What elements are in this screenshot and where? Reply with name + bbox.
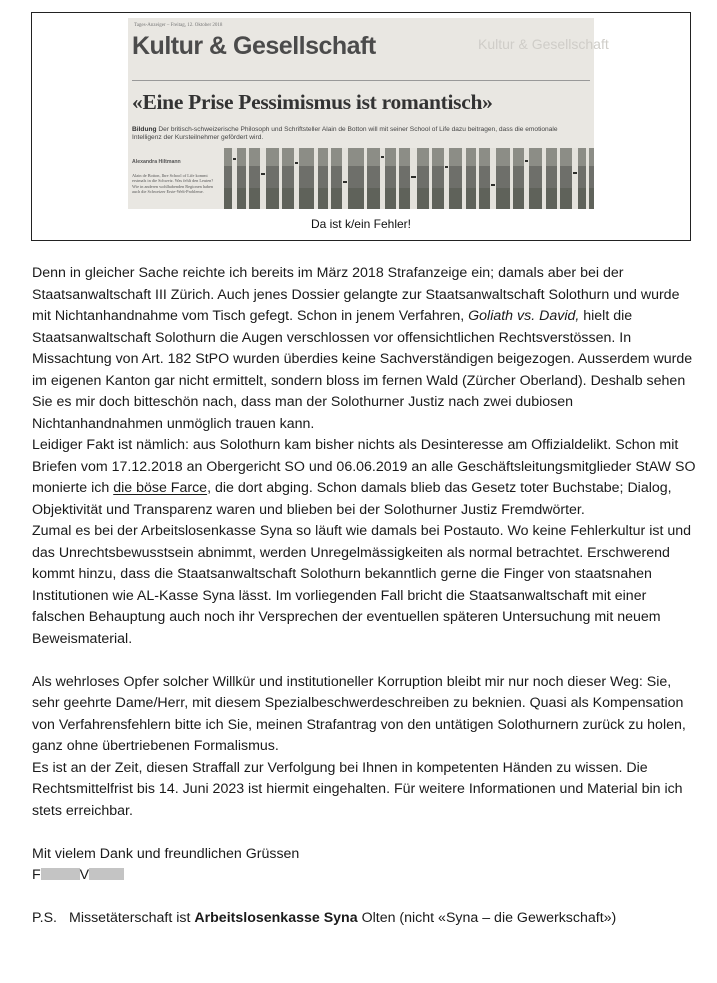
clipping-meta: Tages-Anzeiger – Freitag, 12. Oktober 2018 [134, 23, 223, 28]
signature-initial-first: F [32, 867, 41, 883]
redacted-name-block [41, 868, 80, 880]
paragraph-spacer [32, 650, 697, 672]
closing-greeting: Mit vielem Dank und freundlichen Grüssen [32, 845, 300, 862]
clipping-lead [132, 126, 572, 142]
postscript-label: P.S. [32, 910, 57, 926]
clipping-author: Alexandra Hiltmann [132, 159, 181, 165]
clipping-headline: «Eine Prise Pessimismus ist romantisch» [132, 90, 493, 114]
postscript [32, 908, 697, 930]
postscript-text-a: Missetäterschaft ist [69, 910, 195, 926]
clipping-show-through: Kultur & Gesellschaft [478, 36, 609, 52]
redacted-name-block [89, 868, 124, 880]
paragraph-1-text-b: hielt die Staatsanwaltschaft Solothurn die Augen verschlossen vor offensichtlichen Rechtsverstössen. In Missachtung von Art. 182 StPO wurden überdies keine Sachverständigen beigezogen. Ausserdem wurde im eigenen Kanton gar nicht ermittelt, sondern bloss im fernen Wald (Zürcher Oberland). Deshalb sehen Sie es mir doch bitteschön nach, dass man der Solothurner Justiz nach zwei dubiosen Nichtanhandnahmen unmöglich trauen kann. [32, 308, 693, 432]
paragraph-spacer [32, 822, 697, 844]
paragraph-1 [32, 263, 697, 435]
newspaper-figure [31, 12, 691, 241]
clipping-teaser: Alain de Botton, Ihre School of Life kommt erstmals in die Schweiz. Was fehlt den Leuten? Wie in anderen wohlhabenden Regionen haben auch die Schweizer Erste-Welt-Probleme. [132, 173, 214, 194]
signature-initial-last: V [79, 867, 90, 883]
clipping-rule [132, 80, 590, 81]
clipping-section-title: Kultur & Gesellschaft [132, 32, 376, 60]
clipping-lead-text: Der britisch-schweizerische Philosoph und Schriftsteller Alain de Botton will mit seiner School of Life dazu beitragen, dass die emotionale Intelligenz der Kursteilnehmer gefördert wird. [132, 126, 558, 142]
paragraph-4: Als wehrloses Opfer solcher Willkür und institutioneller Korruption bleibt mir nur noch dieser Weg: Sie, sehr geehrte Dame/Herr, mit diesem Spezialbeschwerdeschreiben zu beknien. Quasi als Kompensation von Verfahrensfehlern bitte ich Sie, meinen Strafantrag von den untätigen Solothurnern zurück zu holen, ganz ohne übertriebenen Formalismus. [32, 673, 686, 754]
birch-forest-photo [224, 148, 594, 209]
figure-caption: Da ist k/ein Fehler! [310, 217, 412, 231]
clipping-lead-label: Bildung [132, 126, 157, 133]
letter-body [32, 263, 697, 930]
paragraph-2 [32, 435, 697, 521]
signature [32, 865, 697, 887]
paragraph-2-text-a: Leidiger Fakt ist nämlich: aus Solothurn kam bisher nichts als Desinteresse am Offizialdelikt. Schon mit Briefen vom 17.12.2018 an Obergericht SO und 06.06.2019 an alle Geschäftsleitungsmitglieder StAW SO monierte ich [32, 437, 696, 496]
paragraph-5: Es ist an der Zeit, diesen Straffall zur Verfolgung bei Ihnen in kompetenten Händen zu wissen. Die Rechtsmittelfrist bis 14. Juni 2023 ist hiermit eingehalten. Für weitere Informationen und Material bin ich stets erreichbar. [32, 759, 683, 819]
paragraph-3: Zumal es bei der Arbeitslosenkasse Syna so läuft wie damals bei Postauto. Wo keine Fehlerkultur ist und das Unrechtsbewusstsein abnimmt, werden Unregelmässigkeiten als normal betrachtet. Erschwerend kommt hinzu, dass die Staatsanwaltschaft Solothurn bekanntlich gerne die Finger von staatsnahen Institutionen wie AL-Kasse Syna lässt. Im vorliegenden Fall bricht die Staatsanwaltschaft mit einer falschen Behauptung auch noch ihr Versprechen der eventuellen späteren Untersuchung mit neuem Beweismaterial. [32, 523, 692, 647]
case-title: Goliath vs. David, [468, 308, 580, 324]
paragraph-1-text-a: Denn in gleicher Sache reichte ich bereits im März 2018 Strafanzeige ein; damals aber bei der Staatsanwaltschaft III Zürich. Auch jenes Dossier gelangte zur Staatsanwaltschaft Solothurn und wurde mit Nichtanhandnahme vom Tisch gefegt. Schon in jenem Verfahren, [32, 265, 680, 324]
paragraph-spacer [32, 887, 697, 909]
newspaper-clipping-image [128, 18, 609, 209]
paragraph-2-text-b: , die dort abging. Schon damals blieb das Gesetz toter Buchstabe; Dialog, Objektivität und Transparenz waren und blieben bei der Solothurner Justiz Fremdwörter. [32, 480, 672, 518]
farce-link[interactable]: die böse Farce [113, 480, 208, 496]
postscript-bold-entity: Arbeitslosenkasse Syna [194, 910, 358, 926]
postscript-text-b: Olten (nicht «Syna – die Gewerkschaft») [357, 910, 617, 926]
